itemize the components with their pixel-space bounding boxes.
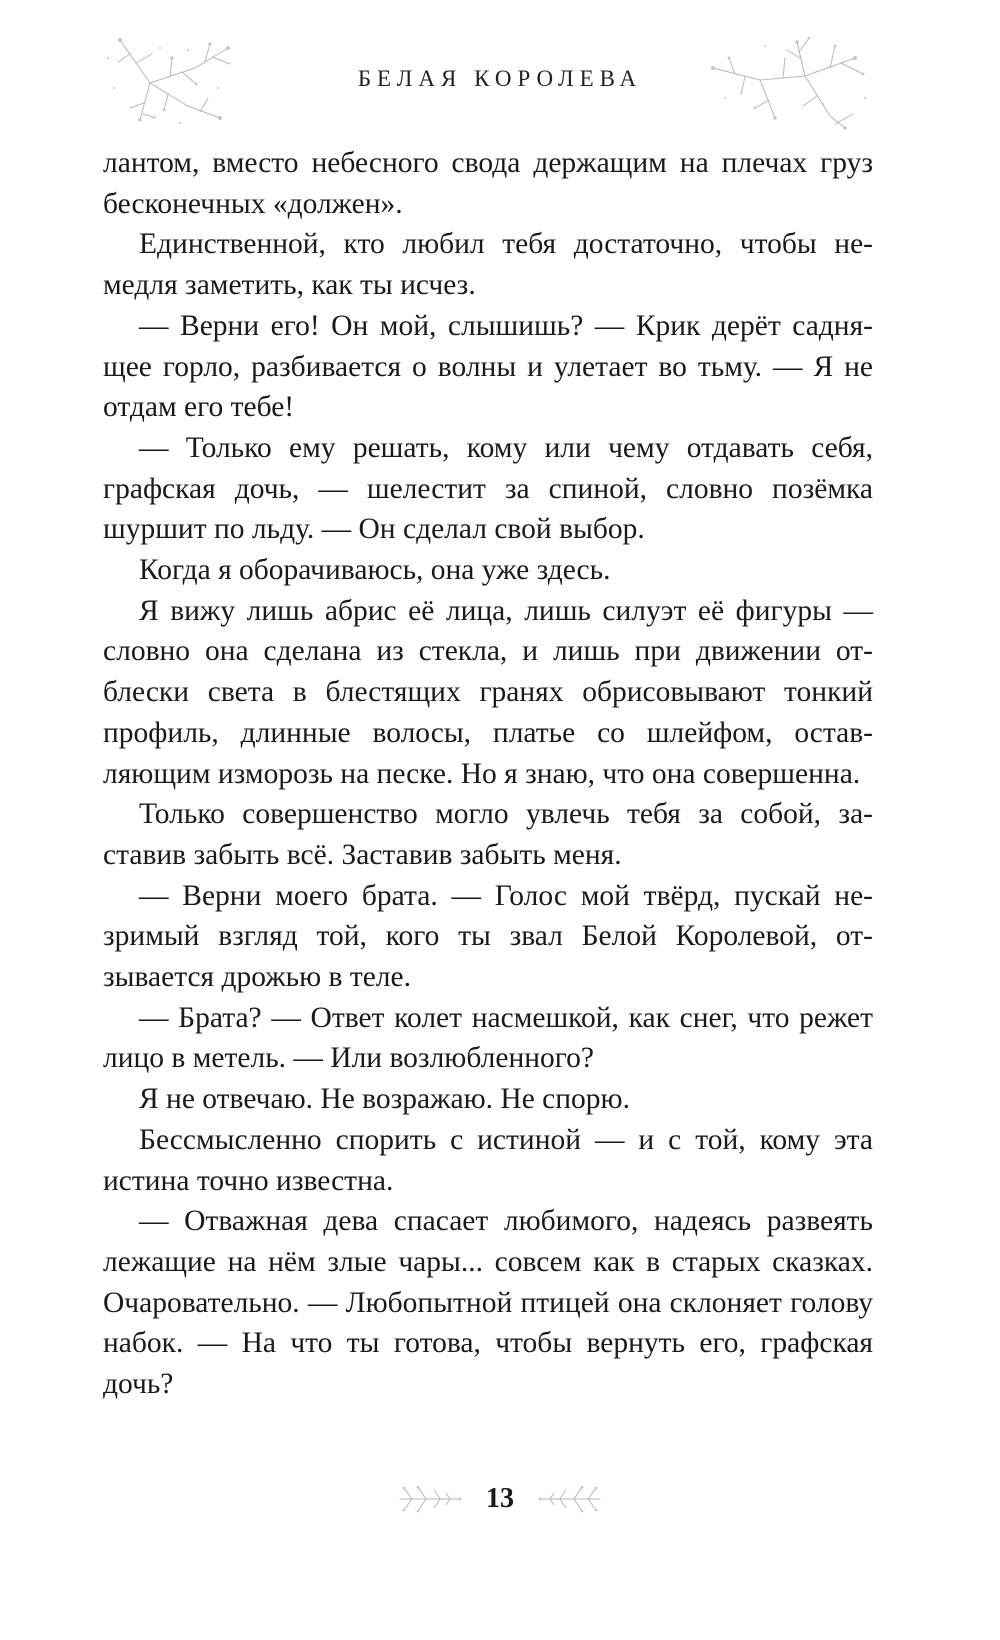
paragraph: Когда я оборачиваюсь, она уже здесь.: [139, 554, 611, 587]
paragraph: — Отважная дева спасает любимого, надеясь развеять лежащие на нём злые чары... совсем как в старых сказках. Очаровательно. — Любопытной птицей она склоняет голову набок. — На что ты готова, чтобы вернуть его, графская дочь?: [103, 1205, 873, 1401]
sprig-icon: [536, 1482, 602, 1516]
paragraph: — Верни его! Он мой, слышишь? — Крик дерёт саднящее горло, разбивается о волны и улетает во тьму. — Я не отдам его тебе!: [103, 309, 873, 424]
paragraph: лантом, вместо небесного свода держащим на плечах груз бесконечных «должен».: [103, 147, 873, 220]
paragraph: Единственной, кто любил тебя достаточно, чтобы немедля заметить, как ты исчез.: [103, 228, 873, 302]
body-text: [103, 143, 873, 1405]
paragraph: Я не отвечаю. Не возражаю. Не спорю.: [139, 1083, 630, 1116]
paragraph: — Верни моего брата. — Голос мой твёрд, пускай незримый взгляд той, кого ты звал Белой Королевой, отзывается дрожью в теле.: [103, 879, 873, 994]
paragraph: — Брата? — Ответ колет насмешкой, как снег, что режет лицо в метель. — Или возлюбленного?: [103, 1001, 873, 1075]
paragraph: Только совершенство могло увлечь тебя за собой, заставив забыть всё. Заставив забыть меня.: [103, 798, 873, 871]
page-number: 13: [486, 1483, 514, 1514]
paragraph: Бессмысленно спорить с истиной — и с той, кому эта истина точно известна.: [103, 1123, 873, 1197]
paragraph: — Только ему решать, кому или чему отдавать себя, графская дочь, — шелестит за спиной, словно позёмка шуршит по льду. — Он сделал свой выбор.: [103, 431, 873, 546]
paragraph: Я вижу лишь абрис её лица, лишь силуэт её фигуры — словно она сделана из стекла, и лишь при движении отблески света в блестящих гранях обрисовывают тонкий профиль, длинные волосы, платье со шлейфом, оставляющим изморозь на песке. Но я знаю, что она совершенна.: [103, 594, 873, 790]
running-header: БЕЛАЯ КОРОЛЕВА: [357, 66, 643, 91]
page-footer: [0, 1474, 1000, 1524]
